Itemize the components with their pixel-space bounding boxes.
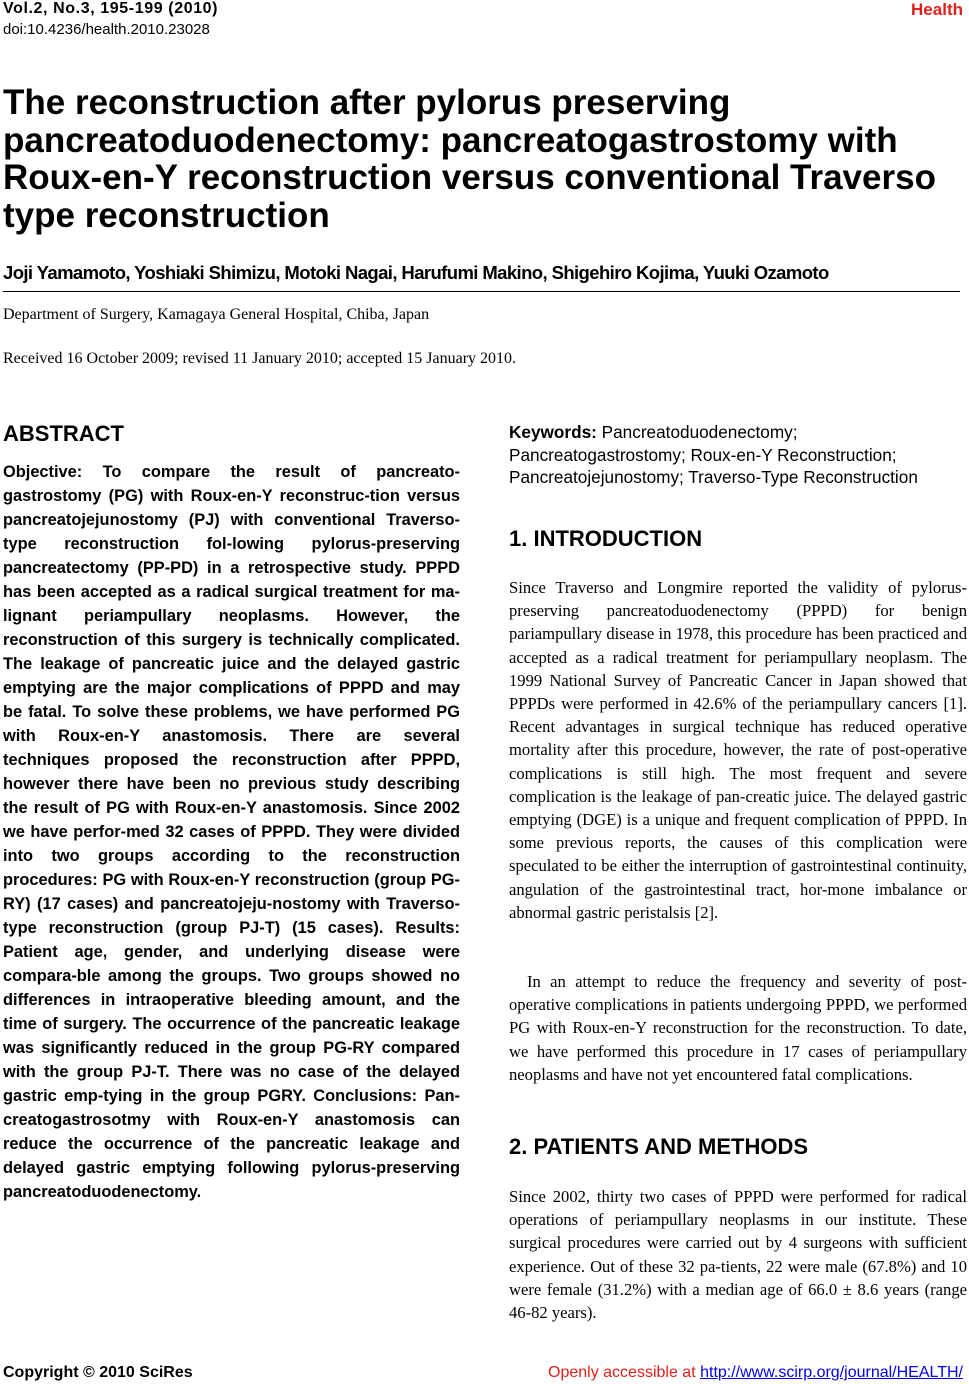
- footer-access-label: Openly accessible at: [548, 1364, 696, 1381]
- introduction-paragraph-2: In an attempt to reduce the frequency and severity of post-operative complications in patients undergoing PPPD, we performed PG with Roux-en-Y reconstruction for the reconstruction. To date, we have performed this procedure in 17 cases of periampullary neoplasms and have not yet encountered fatal complications.: [509, 972, 967, 1084]
- keywords-label: Keywords:: [509, 422, 597, 442]
- abstract-heading: ABSTRACT: [3, 421, 124, 446]
- introduction-paragraph-1: Since Traverso and Longmire reported the validity of pylorus-preserving pancreatoduodenectomy (PPPD) for benign pariampullary disease in 1978, this procedure has been practiced and accepted as a radical treatment for periampullary neoplasm. The 1999 National Survey of Pancreatic Cancer in Japan showed that PPPDs were performed in 42.6% of the periampullary cancers [1]. Recent advantages in surgical technique has reduced operative mortality after this procedure, however, the rate of post-operative complications is still high. The most frequent and severe complication is the leakage of pan-creatic juice. The delayed gastric emptying (DGE) is a unique and frequent complication of PPPD. In some previous reports, the causes of this complication were speculated to be either the interruption of gastrointestinal continuity, angulation of the gastrointestinal tract, hor-mone imbalance or abnormal gastric peristalsis [2].: [509, 578, 967, 922]
- author-list: Joji Yamamoto, Yoshiaki Shimizu, Motoki Nagai, Harufumi Makino, Shigehiro Kojima, Yuuki Ozamoto: [3, 262, 829, 283]
- paper-title: The reconstruction after pylorus preserving pancreatoduodenectomy: pancreatogastrostomy with Roux-en-Y reconstruction versus conventional Traverso type reconstruction: [3, 83, 936, 235]
- journal-url-link[interactable]: http://www.scirp.org/journal/HEALTH/: [700, 1364, 963, 1381]
- footer-access: [548, 1364, 963, 1382]
- journal-name: Health: [911, 0, 963, 19]
- introduction-heading: 1. INTRODUCTION: [509, 526, 703, 551]
- methods-heading: 2. PATIENTS AND METHODS: [509, 1134, 809, 1159]
- doi: doi:10.4236/health.2010.23028: [3, 21, 210, 38]
- volume-issue: Vol.2, No.3, 195-199 (2010): [3, 0, 219, 17]
- keywords-list: Pancreatoduodenectomy; Pancreatogastrostomy; Roux-en-Y Reconstruction; Pancreatojejunostomy; Traverso-Type Reconstruction: [509, 422, 918, 487]
- footer-copyright: Copyright © 2010 SciRes: [3, 1364, 193, 1381]
- methods-paragraph-1: Since 2002, thirty two cases of PPPD were performed for radical operations of periampullary neoplasms in our institute. These surgical procedures were carried out by 4 surgeons with sufficient experience. Out of these 32 pa-tients, 22 were male (67.8%) and 10 were female (31.2%) with a median age of 66.0 ± 8.6 years (range 46-82 years).: [509, 1187, 967, 1323]
- abstract-text: Objective: To compare the result of pancreato-gastrostomy (PG) with Roux-en-Y reconstruc-tion versus pancreatojejunostomy (PJ) with conventional Traverso-type reconstruction fol-lowing pylorus-preserving pancreatectomy (PP-PD) in a retrospective study. PPPD has been accepted as a radical surgical treatment for ma-lignant periampullary neoplasms. However, the reconstruction of this surgery is technically complicated. The leakage of pancreatic juice and the delayed gastric emptying are the major complications of PPPD and may be fatal. To solve these problems, we have performed PG with Roux-en-Y anastomosis. There are several techniques proposed the reconstruction after PPPD, however there have been no previous study describing the result of PG with Roux-en-Y anastomosis. Since 2002 we have perfor-med 32 cases of PPPD. They were divided into two groups according to the reconstruction procedures: PG with Roux-en-Y reconstruction (group PG-RY) (17 cases) and pancreatojeju-nostomy with Traverso-type reconstruction (group PJ-T) (15 cases). Results: Patient age, gender, and underlying disease were compara-ble among the groups. Two groups showed no differences in intraoperative bleeding amount, and the time of surgery. The occurrence of the pancreatic leakage was significantly reduced in the group PG-RY compared with the group PJ-T. There was no case of the delayed gastric emp-tying in the group PGRY. Conclusions: Pan-creatogastrosotmy with Roux-en-Y anastomosis can reduce the occurrence of the pancreatic leakage and delayed gastric emptying following pylorus-preserving pancreatoduodenectomy.: [3, 463, 460, 1201]
- affiliation: Department of Surgery, Kamagaya General Hospital, Chiba, Japan: [3, 306, 430, 323]
- title-divider: [3, 291, 960, 292]
- received-dates: Received 16 October 2009; revised 11 January 2010; accepted 15 January 2010.: [3, 350, 517, 367]
- keywords: [509, 421, 967, 489]
